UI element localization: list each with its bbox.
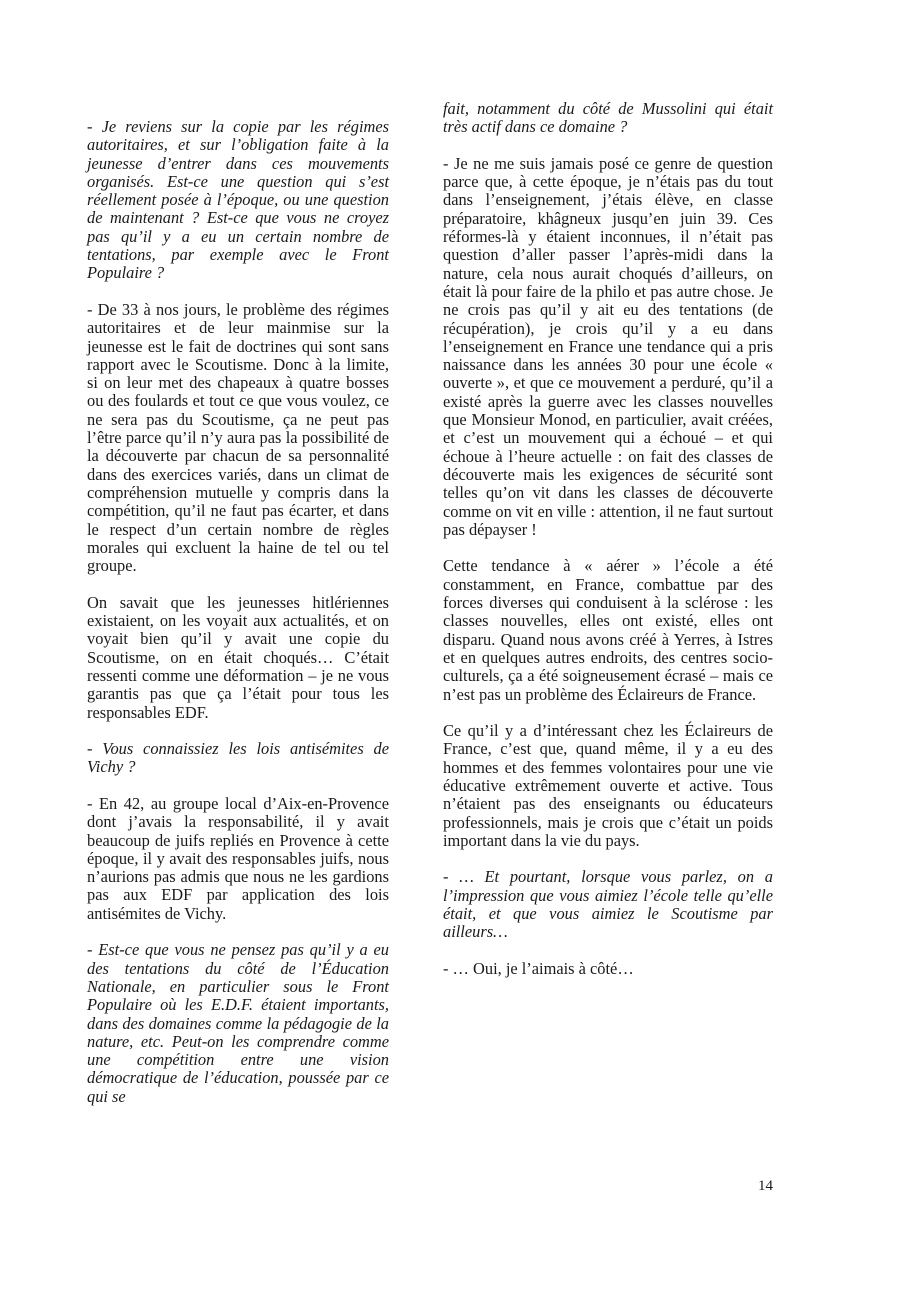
interview-question: - … Et pourtant, lorsque vous parlez, on a l’impression que vous aimiez l’école telle qu’elle était, et que vous aimiez le Scoutisme par ailleurs… [443,867,773,942]
interview-question: - Est-ce que vous ne pensez pas qu’il y a eu des tentations du côté de l’Éducation Nationale, en particulier sous le Front Populaire où les E.D.F. étaient importants, dans des domaines comme la pédagogie de la nature, etc. Peut-on les comprendre comme une compétition entre une vision démocratique de l’éducation, poussée par ce qui se [87,940,389,1106]
interview-answer: Cette tendance à « aérer » l’école a été constamment, en France, combattue par des forces diverses qui conduisent à la sclérose : les classes nouvelles, elles ont existé, elles ont disparu. Quand nous avons créé à Yerres, à Istres et en quelques autres endroits, des centres socio-culturels, ça a été soigneusement écrasé – mais ce n’est pas un problème des Éclaireurs de France. [443,556,773,704]
interview-question-continued: fait, notamment du côté de Mussolini qui était très actif dans ce domaine ? [443,99,773,137]
interview-question: - Vous connaissiez les lois antisémites de Vichy ? [87,739,389,777]
interview-answer: - Je ne me suis jamais posé ce genre de question parce que, à cette époque, je n’étais pas du tout dans l’enseignement, j’étais élève, en classe préparatoire, khâgneux jusqu’en juin 39. Ces réformes-là y étaient inconnues, il n’était pas question d’aller passer l’après-midi dans la nature, cela nous aurait choqués d’ailleurs, on était là pour faire de la philo et pas autre chose. Je ne crois pas qu’il y ait eu des tentations (de récupération), je crois qu’il y a eu dans l’enseignement en France une tendance qui a pris naissance dans les années 30 pour une école « ouverte », et que ce mouvement a perduré, qu’il a existé après la guerre avec les classes nouvelles que Monsieur Monod, en particulier, avait créées, et c’est un mouvement qui a échoué – et qui échoue à l’heure actuelle : on fait des classes de découverte mais les exigences de sécurité sont telles qu’on vit dans les classes de découverte comme on vit en ville : attention, il ne faut surtout pas dépayser ! [443,153,773,539]
interview-answer: On savait que les jeunesses hitlériennes existaient, on les voyait aux actualités, et on voyait bien qu’il y avait une copie du Scoutisme, on en était choqués… C’était ressenti comme une déformation – je ne vous garantis pas que ça l’était pour tous les responsables EDF. [87,592,389,722]
interview-answer: - En 42, au groupe local d’Aix-en-Provence dont j’avais la responsabilité, il y avait beaucoup de juifs repliés en Provence à cette époque, il y avait des responsables juifs, nous n’aurions pas admis que nous ne les gardions pas aux EDF par application des lois antisémites de Vichy. [87,793,389,923]
interview-answer: Ce qu’il y a d’intéressant chez les Éclaireurs de France, c’est que, quand même, il y a eu des hommes et des femmes volontaires pour une vie éducative extrêmement ouverte et active. Tous n’étaient pas des enseignants ou éducateurs professionnels, mais je crois que c’était un poids important dans la vie du pays. [443,721,773,850]
interview-question: - Je reviens sur la copie par les régimes autoritaires, et sur l’obligation faite à la jeunesse d’entrer dans ces mouvements organisés. Est-ce une question qui s’est réellement posée à l’époque, ou une question de maintenant ? Est-ce que vous ne croyez pas qu’il y a eu un certain nombre de tentations, par exemple avec le Front Populaire ? [87,117,389,283]
interview-answer: - … Oui, je l’aimais à côté… [443,958,634,978]
right-column [443,100,773,997]
interview-answer: - De 33 à nos jours, le problème des régimes autoritaires et de leur mainmise sur la jeunesse est le fait de doctrines qui sont sans rapport avec le Scoutisme. Donc à la limite, si on leur met des chapeaux à quatre bosses ou des foulards et tout ce que vous voulez, ce ne sera pas du Scoutisme, ça ne peut pas l’être parce qu’il n’y aura pas la possibilité de la découverte par chacun de sa personnalité dans des exercices variés, dans un climat de compréhension mutuelle y compris dans la compétition, qu’il ne faut pas écarter, et dans le respect d’un certain nombre de règles morales qui excluent la haine de tel ou tel groupe. [87,299,389,576]
page-number: 14 [758,1178,773,1194]
left-column [87,118,389,1124]
